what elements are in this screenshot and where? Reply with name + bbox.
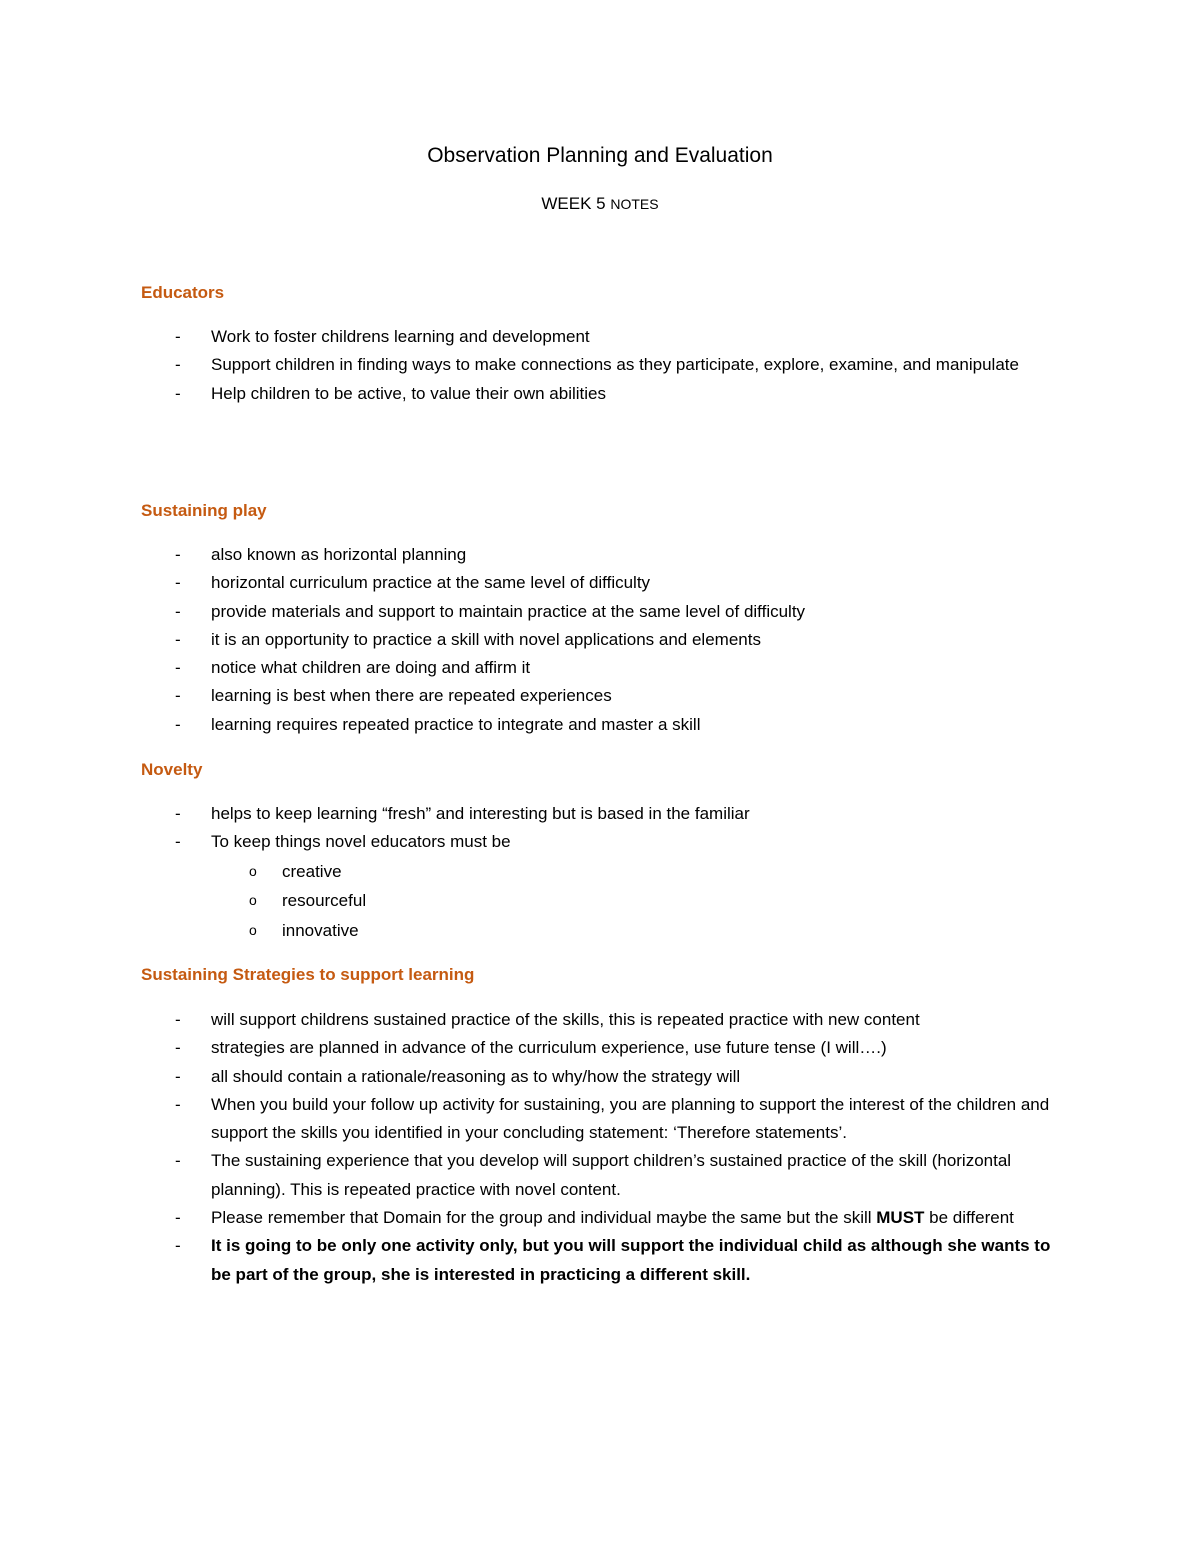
list-item-text: provide materials and support to maintain practice at the same level of difficulty [211,601,806,621]
heading-sustaining-play: Sustaining play [141,501,267,520]
dash-marker: - [175,686,181,706]
list-item [141,380,1061,408]
list-item [141,828,1061,856]
dash-marker: - [175,1038,181,1058]
list-item-text: horizontal curriculum practice at the same level of difficulty [211,573,651,593]
dash-marker: - [175,355,181,375]
list-item [141,1091,1061,1148]
dash-marker: - [175,1094,181,1114]
list-item [141,682,1061,710]
dash-marker: - [175,1010,181,1029]
circle-bullet: o [249,922,257,938]
list-item [141,1232,1061,1289]
list-item-text: it is an opportunity to practice a skill with novel applications and elements [211,629,761,649]
dash-marker: - [175,804,181,823]
list-item [141,351,1061,379]
strategies-list [141,1006,1061,1289]
list-item [141,1006,1061,1034]
heading-novelty: Novelty [141,760,203,779]
sub-list-item [141,857,1061,887]
list-item-text: all should contain a rationale/reasoning as to why/how the strategy will [211,1066,741,1086]
list-item-text: The sustaining experience that you develop will support children’s sustained practice of the skill (horizontal planning). This is repeated practice with novel content. [211,1151,1012,1199]
list-item-text: learning is best when there are repeated experiences [211,686,612,706]
list-item [141,323,1061,351]
dash-marker: - [175,1066,181,1086]
list-item [141,541,1061,569]
sustaining-play-list [141,541,1061,739]
dash-marker: - [175,1151,181,1171]
sub-list-item [141,916,1061,946]
dash-marker: - [175,629,181,649]
heading-educators: Educators [141,283,225,302]
list-item-text-cont: be different [924,1208,1014,1228]
dash-marker: - [175,545,181,564]
list-item-text: notice what children are doing and affirm it [211,658,531,678]
dash-marker: - [175,714,181,734]
list-item [141,800,1061,828]
list-item-text: Work to foster childrens learning and development [211,327,590,346]
subtitle-week: WEEK 5 [541,194,611,213]
list-item [141,598,1061,626]
dash-marker: - [175,658,181,678]
dash-marker: - [175,1236,181,1256]
educators-list [141,323,1061,408]
sub-item-text: resourceful [282,891,367,911]
page-title: Observation Planning and Evaluation [427,144,773,167]
list-item-text: When you build your follow up activity for sustaining, you are planning to support the interest of the children and support the skills you identified in your concluding statement: ‘Therefore statements’. [211,1094,1050,1143]
novelty-list [141,800,1061,946]
page-subtitle [0,193,1200,215]
sub-item-text: innovative [282,921,359,940]
dash-marker: - [175,1208,181,1228]
list-item-text: also known as horizontal planning [211,545,467,564]
list-item-text: Please remember that Domain for the group and individual maybe the same but the skill [211,1208,877,1228]
list-item [141,1204,1061,1232]
list-item [141,626,1061,654]
circle-bullet: o [249,892,257,909]
list-item [141,1063,1061,1091]
list-item-text: Support children in finding ways to make connections as they participate, explore, examine, and manipulate [211,355,1019,375]
sub-list-item [141,886,1061,916]
heading-sustaining-strategies: Sustaining Strategies to support learning [141,965,475,984]
list-item-text: Help children to be active, to value their own abilities [211,383,606,403]
list-item-text: strategies are planned in advance of the curriculum experience, use future tense (I will….) [211,1038,887,1058]
emphasis-text: MUST [876,1208,925,1228]
dash-marker: - [175,832,181,852]
subtitle-notes: NOTES [610,196,659,212]
list-item [141,569,1061,597]
list-item-text: will support childrens sustained practice of the skills, this is repeated practice with new content [211,1010,920,1029]
list-item-text: It is going to be only one activity only, but you will support the individual child as although she wants to be part of the group, she is interested in practicing a different skill. [211,1236,1051,1284]
list-item [141,1147,1061,1204]
list-item-text: learning requires repeated practice to integrate and master a skill [211,714,701,734]
sub-item-text: creative [282,861,342,881]
list-item [141,654,1061,682]
list-item [141,1034,1061,1062]
list-item-text: To keep things novel educators must be [211,832,511,852]
dash-marker: - [175,383,181,403]
dash-marker: - [175,327,181,346]
circle-bullet: o [249,862,257,879]
list-item [141,711,1061,739]
list-item-text: helps to keep learning “fresh” and interesting but is based in the familiar [211,804,750,823]
dash-marker: - [175,601,181,621]
dash-marker: - [175,573,181,593]
